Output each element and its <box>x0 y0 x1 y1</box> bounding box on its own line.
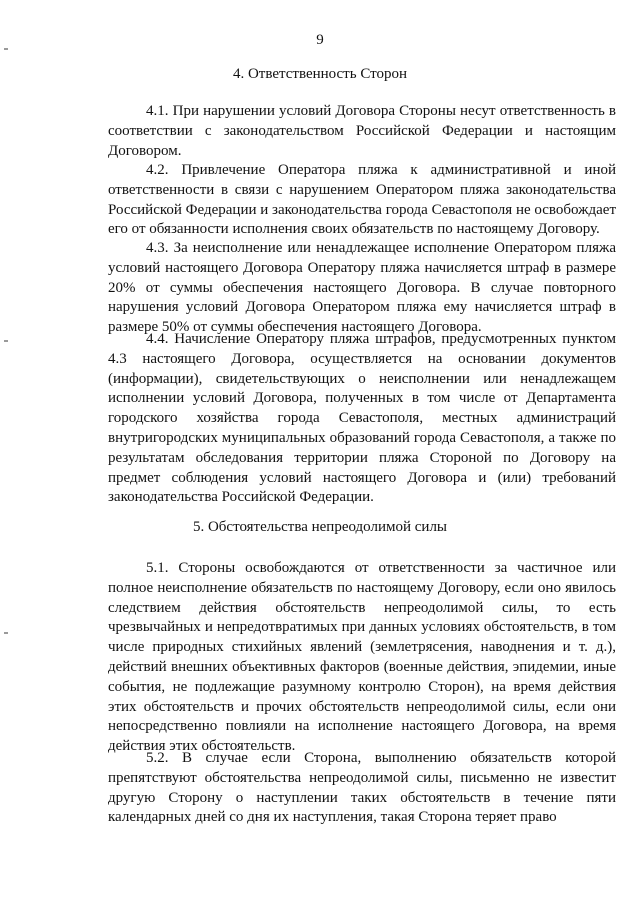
paragraph-4-4: 4.4. Начисление Оператору пляжа штрафов, предусмотренных пунктом 4.3 настоящего Договора, осуществляется на основании документов (информации), свидетельствующих о неисполнении или ненадлежащем исполнении условий Договора, полученных в том числе от Департамента городского хозяйства города Севастополя, местных администраций внутригородских муниципальных образований города Севастополя, а также по результатам обследования территории пляжа Стороной по Договору на предмет соблюдения условий настоящего Договора и (или) требований законодательства Российской Федерации. <box>108 331 616 506</box>
paragraph-4-3: 4.3. За неисполнение или ненадлежащее исполнение Оператором пляжа условий настоящего Договора Оператору пляжа начисляется штраф в размере 20% от суммы обеспечения настоящего Договора. В случае повторного нарушения условий Договора Оператором пляжа ему начисляется штраф в размере 50% от суммы обеспечения настоящего Договора. <box>108 240 616 336</box>
page-number: 9 <box>316 32 324 48</box>
paragraph-5-2: 5.2. В случае если Сторона, выполнению обязательств которой препятствуют обстоятельства непреодолимой силы, письменно не известит другую Сторону о наступлении таких обстоятельств в течение пяти календарных дней со дня их наступления, такая Сторона теряет право <box>108 750 616 826</box>
section-5-title: 5. Обстоятельства непреодолимой силы <box>192 519 448 535</box>
scan-margin-mark <box>4 340 8 342</box>
scan-margin-mark <box>4 48 8 50</box>
paragraph-4-2: 4.2. Привлечение Оператора пляжа к административной и иной ответственности в связи с нарушением Оператором пляжа законодательства Российской Федерации и законодательства города Севастополя не освобождает его от обязанности исполнения своих обязательств по настоящему Договору. <box>108 162 617 238</box>
paragraph-5-1: 5.1. Стороны освобождаются от ответственности за частичное или полное неисполнение обязательств по настоящему Договору, если оно явилось следствием действия обстоятельств непреодолимой силы, то есть чрезвычайных и непредотвратимых при данных условиях обстоятельств, в том числе природных стихийных явлений (землетрясения, наводнения и т. д.), действий внешних объективных факторов (военные действия, эпидемии, иные события, не подлежащие разумному контролю Сторон), на время действия этих обстоятельств и прочих обстоятельств непреодолимой силы, если они непосредственно повлияли на исполнение настоящего Договора, на время действия этих обстоятельств. <box>108 560 616 755</box>
section-4-title: 4. Ответственность Сторон <box>232 66 408 82</box>
scan-margin-mark <box>4 632 8 634</box>
paragraph-4-1: 4.1. При нарушении условий Договора Стороны несут ответственность в соответствии с законодательством Российской Федерации и настоящим Договором. <box>108 103 616 159</box>
